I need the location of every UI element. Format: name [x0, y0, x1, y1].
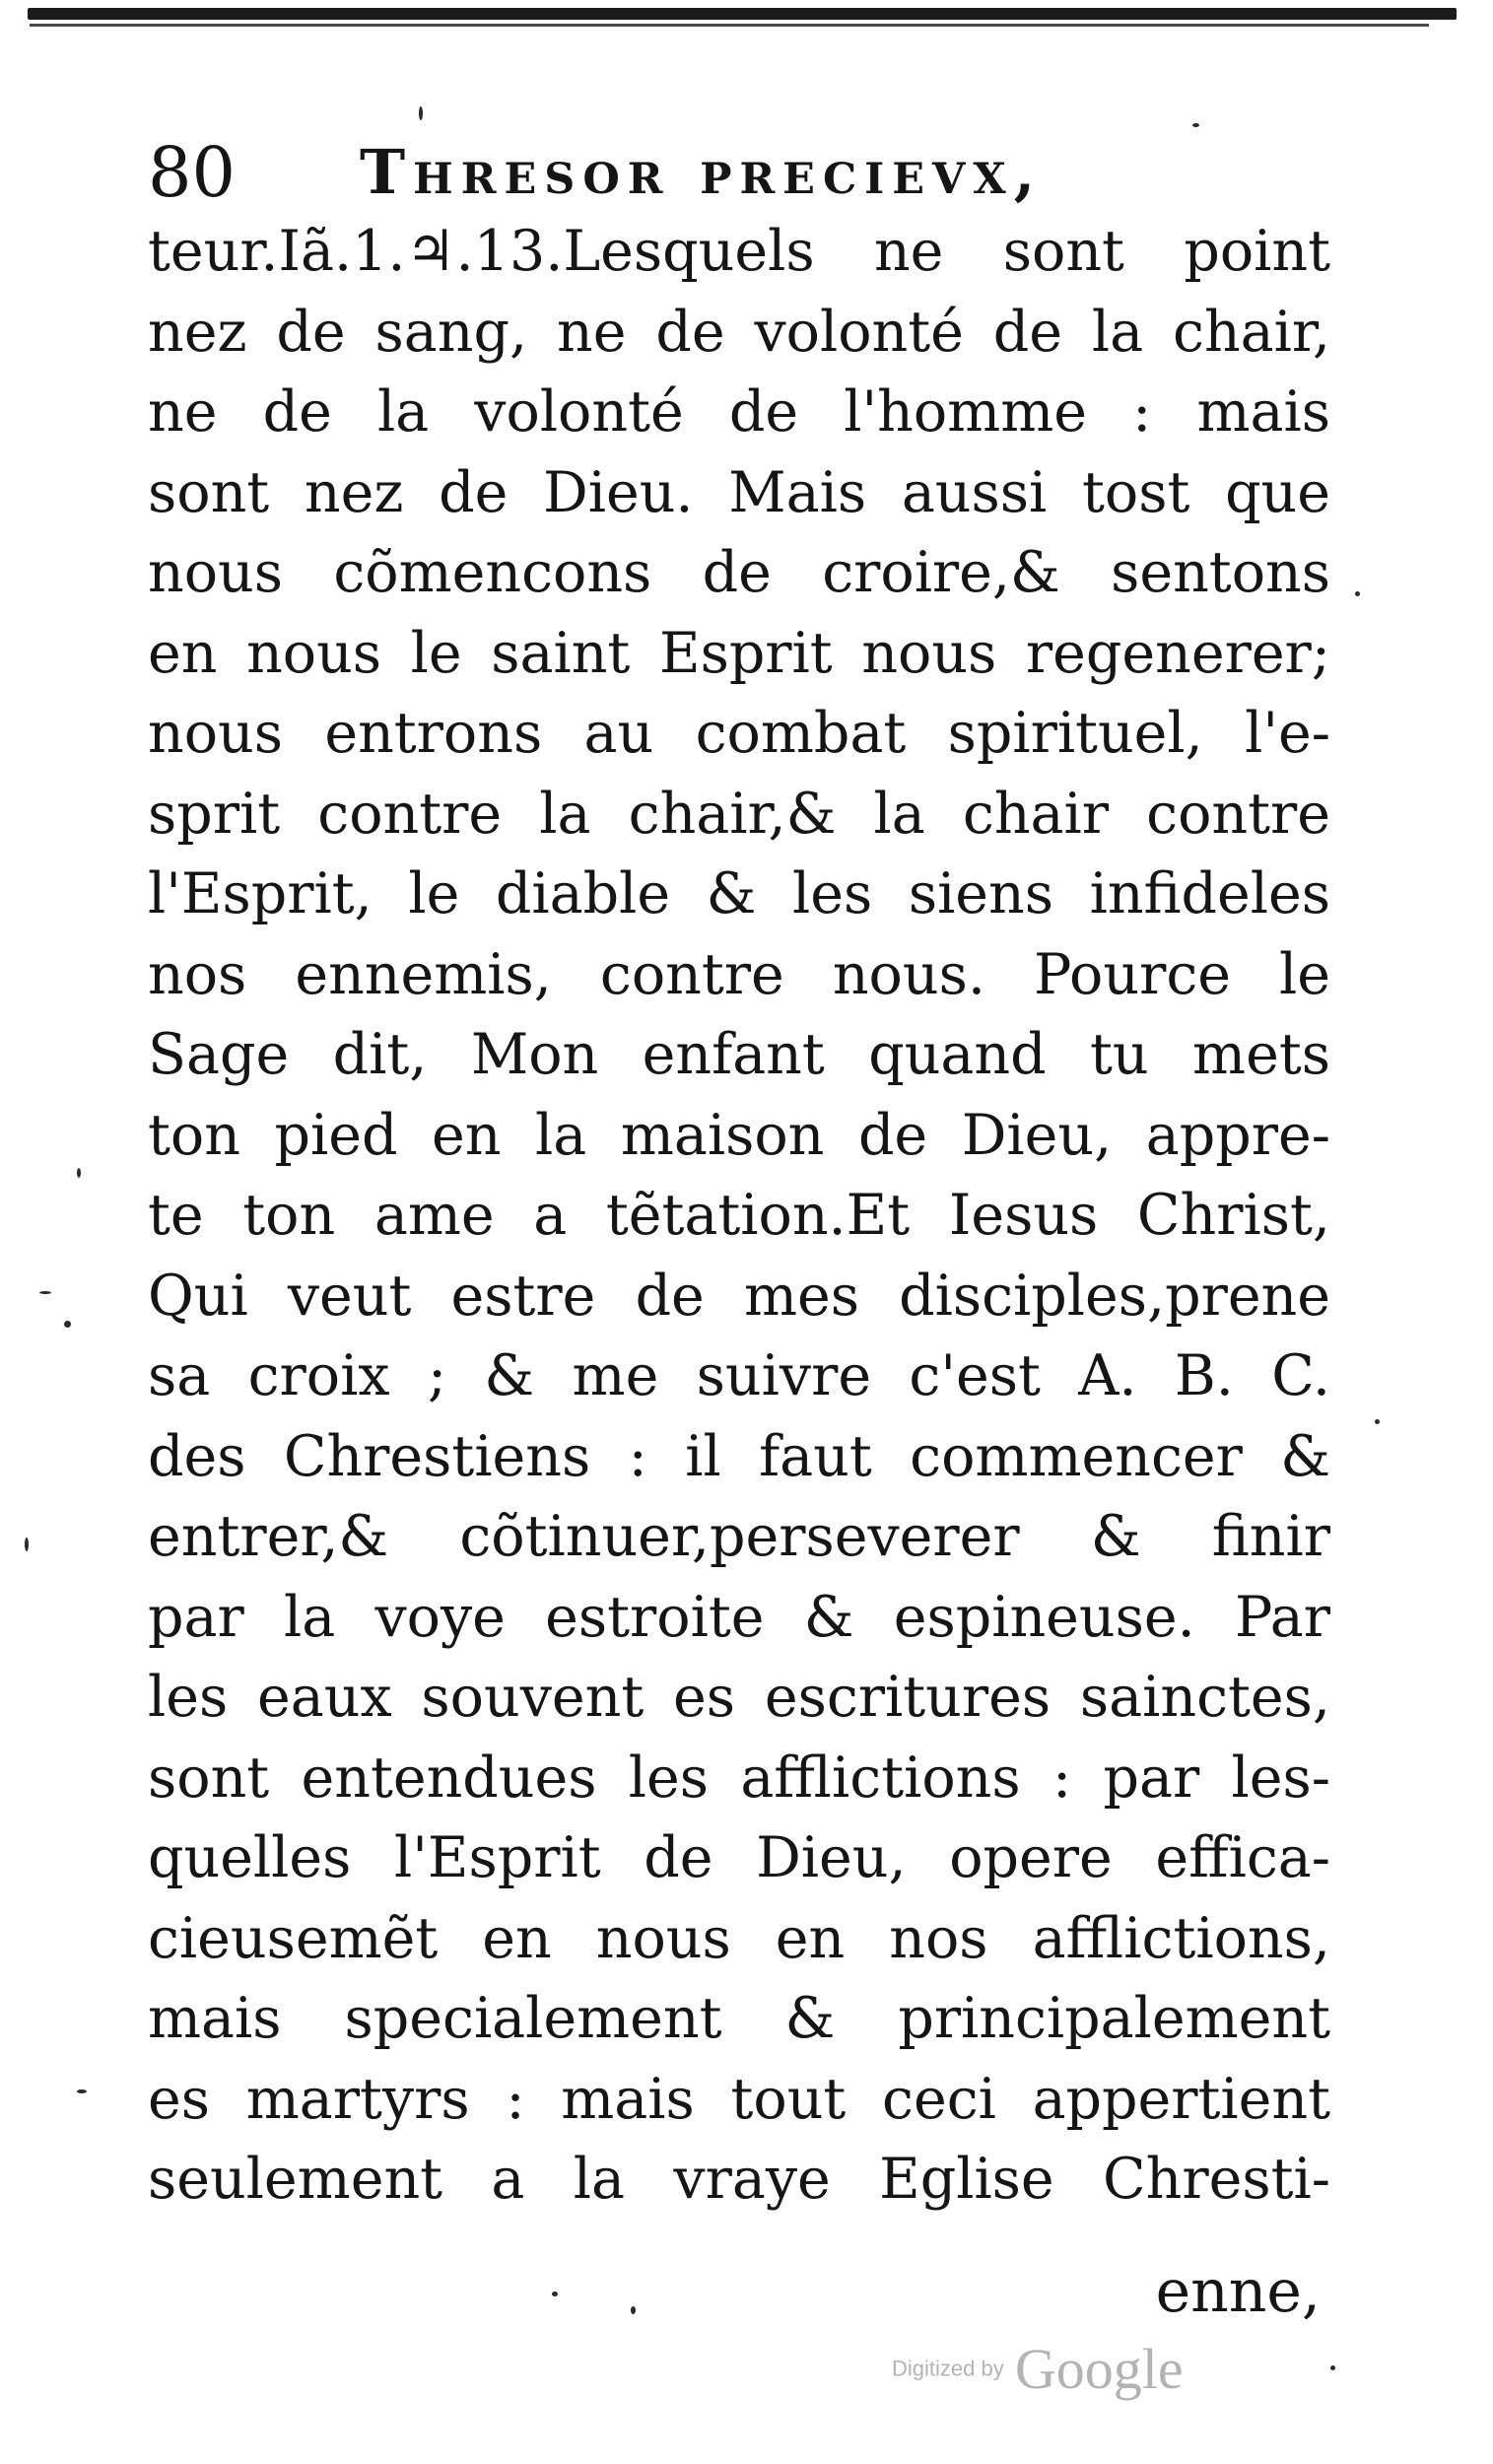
text-line: l'Esprit, le diable & les siens infideles — [148, 861, 1330, 926]
scan-speck — [1192, 123, 1199, 127]
scan-speck — [77, 1168, 81, 1178]
text-line: mais specialement & principalement — [148, 1986, 1330, 2051]
text-line: par la voye estroite & espineuse. Par — [148, 1584, 1330, 1650]
scan-speck — [64, 1321, 71, 1328]
text-line: sa croix ; & me suivre c'est A. B. C. — [148, 1343, 1330, 1408]
text-line: nos ennemis, contre nous. Pource le — [148, 941, 1330, 1007]
text-line: sont entendues les afflictions : par les- — [148, 1745, 1330, 1811]
running-title: Thresor precievx, — [360, 136, 1044, 208]
text-line: ton pied en la maison de Dieu, appre- — [148, 1102, 1330, 1168]
text-line: teur.Iã.1.♃.13.Lesquels ne sont point — [148, 219, 1330, 284]
page-number: 80 — [148, 132, 237, 213]
text-line: nous cõmencons de croire,& sentons — [148, 540, 1330, 605]
text-line: te ton ame a tẽtation.Et Iesus Christ, — [148, 1183, 1330, 1248]
watermark-prefix: Digitized by — [892, 2356, 1004, 2381]
text-line: cieusemẽt en nous en nos afflictions, — [148, 1905, 1330, 1971]
scan-speck — [1355, 591, 1360, 596]
digitized-watermark — [892, 2336, 1184, 2415]
text-line: Qui veut estre de mes disciples,prene — [148, 1263, 1330, 1329]
catchword: enne, — [1155, 2257, 1321, 2326]
scan-speck — [39, 1291, 51, 1294]
scan-speck — [1375, 1419, 1380, 1424]
scan-speck — [552, 2292, 558, 2296]
scan-speck — [631, 2306, 636, 2314]
text-line: seulement a la vraye Eglise Chresti- — [148, 2147, 1330, 2212]
scan-speck — [77, 2089, 87, 2093]
text-line: entrer,& cõtinuer,perseverer & finir — [148, 1504, 1330, 1569]
text-line: les eaux souvent es escritures sainctes, — [148, 1665, 1330, 1730]
text-line: nous entrons au combat spirituel, l'e- — [148, 701, 1330, 766]
text-line: nez de sang, ne de volonté de la chair, — [148, 299, 1330, 365]
text-line: Sage dit, Mon enfant quand tu mets — [148, 1022, 1330, 1087]
text-line: ne de la volonté de l'homme : mais — [148, 379, 1330, 445]
scan-speck — [25, 1538, 29, 1551]
text-line: es martyrs : mais tout ceci appertient — [148, 2066, 1330, 2132]
text-line: des Chrestiens : il faut commencer & — [148, 1423, 1330, 1489]
text-line: en nous le saint Esprit nous regenerer; — [148, 620, 1330, 686]
text-line: sont nez de Dieu. Mais aussi tost que — [148, 459, 1330, 525]
text-line: sprit contre la chair,& la chair contre — [148, 781, 1330, 847]
page-header — [148, 128, 1330, 217]
text-line: quelles l'Esprit de Dieu, opere effica- — [148, 1825, 1330, 1890]
scan-speck — [1330, 2365, 1335, 2370]
google-logo: Google — [1014, 2337, 1184, 2401]
scan-speck — [419, 106, 423, 120]
top-border-rule — [28, 8, 1457, 20]
top-border-rule-thin — [30, 24, 1429, 27]
body-text — [148, 212, 1330, 2221]
